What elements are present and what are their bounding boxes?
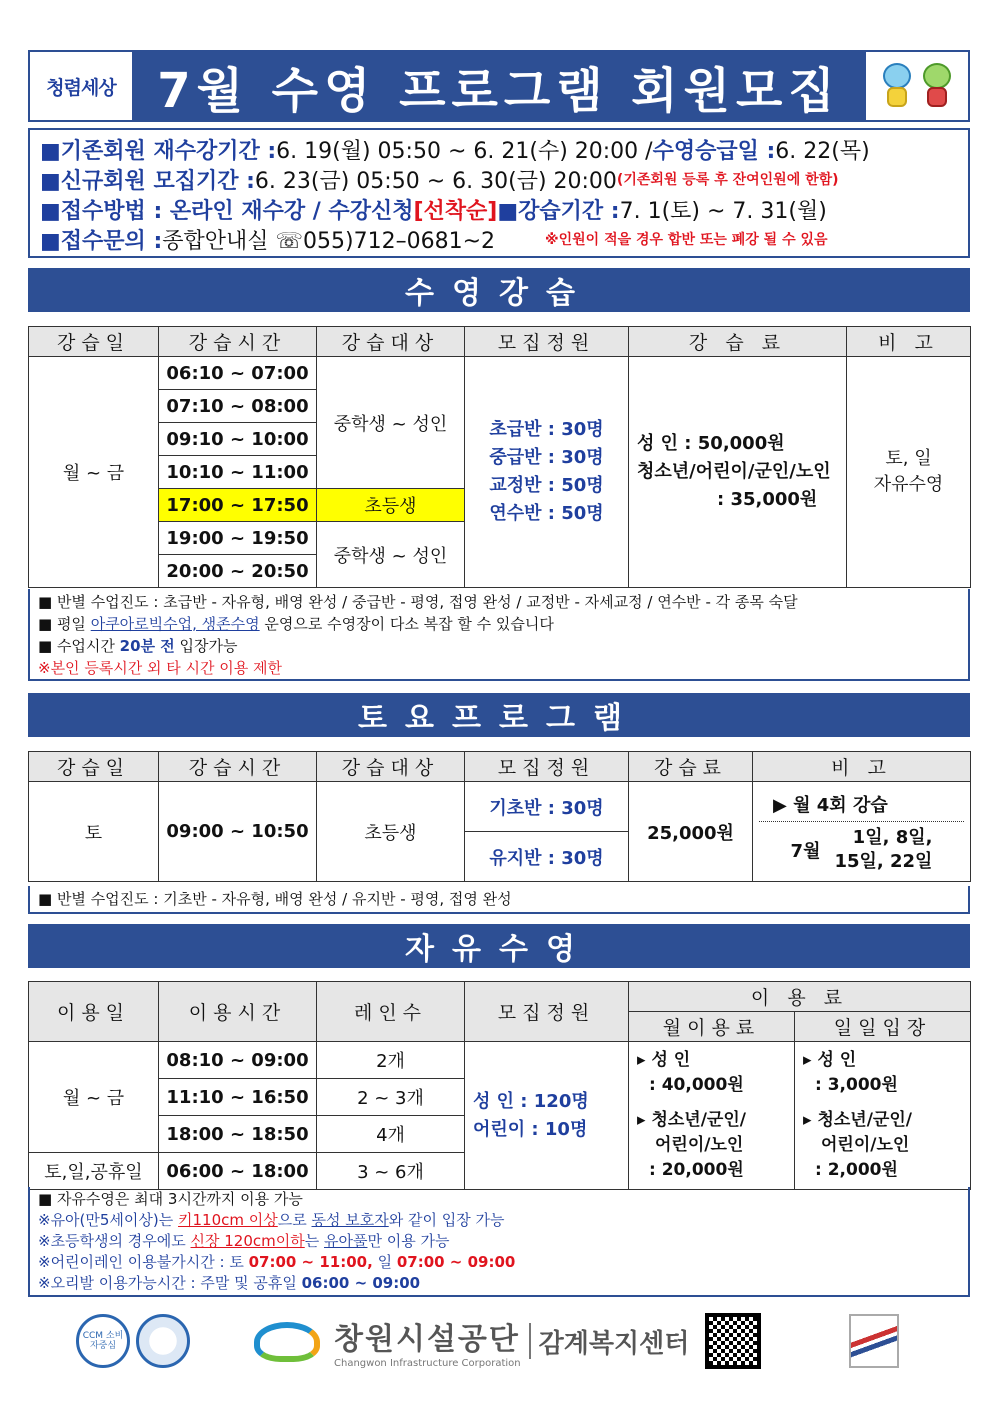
free-lanes: 3 ~ 6개 — [317, 1153, 465, 1190]
mascot-icons — [864, 52, 968, 120]
free-header-time: 이용시간 — [159, 982, 317, 1042]
saturday-table — [28, 751, 971, 882]
swim-time: 09:10 ~ 10:00 — [159, 423, 317, 456]
free-day-weekday: 월 ~ 금 — [29, 1042, 159, 1153]
swim-time: 20:00 ~ 20:50 — [159, 555, 317, 588]
free-header-day: 이용일 — [29, 982, 159, 1042]
sat-header-target: 강습대상 — [317, 752, 465, 782]
free-header-fee: 이 용 료 — [629, 982, 971, 1012]
sat-header-fee: 강습료 — [629, 752, 753, 782]
saturday-notes: ■ 반별 수업진도 : 기초반 - 자유형, 배영 완성 / 유지반 - 평영, 접영 완성 — [28, 886, 970, 914]
sat-header-note: 비 고 — [753, 752, 971, 782]
free-capacity: 성 인 : 120명 어린이 : 10명 — [465, 1042, 629, 1190]
free-table — [28, 981, 971, 1190]
org-name: 창원시설공단 — [334, 1321, 520, 1357]
free-day-weekend: 토,일,공휴일 — [29, 1153, 159, 1190]
qr-code-icon — [705, 1313, 761, 1369]
free-time: 08:10 ~ 09:00 — [159, 1042, 317, 1079]
swim-time: 07:10 ~ 08:00 — [159, 390, 317, 423]
page-title: 7월 수영 프로그램 회원모집 — [134, 52, 864, 120]
free-header-lanes: 레인수 — [317, 982, 465, 1042]
center-name: 감계복지센터 — [538, 1328, 690, 1359]
swim-time-highlight: 17:00 ~ 17:50 — [159, 489, 317, 522]
swim-time: 10:10 ~ 11:00 — [159, 456, 317, 489]
free-header-daily: 일일입장 — [795, 1012, 971, 1042]
swim-notes: ■ 반별 수업진도 : 초급반 - 자유형, 배영 완성 / 중급반 - 평영, 접영 완성 / 교정반 - 자세교정 / 연수반 - 각 종목 숙달 ■ 평일 아쿠아로빅수업, 생존수영 운영으로 수영장이 다소 복잡 할 수 있습니다 ■ 수업시간 20분 전 입장가능 ※본인 등록시간 외 타 시간 이용 제한 — [28, 589, 970, 681]
free-time: 11:10 ~ 16:50 — [159, 1079, 317, 1116]
swim-target: 중학생 ~ 성인 — [317, 522, 465, 588]
section-title-free: 자유수영 — [28, 924, 970, 968]
sat-header-time: 강습시간 — [159, 752, 317, 782]
free-lanes: 2개 — [317, 1042, 465, 1079]
free-header-monthly: 월이용료 — [629, 1012, 795, 1042]
swim-header-day: 강습일 — [29, 327, 159, 357]
swim-note: 토, 일 자유수영 — [847, 357, 971, 588]
sat-target: 초등생 — [317, 782, 465, 882]
free-monthly-fee: ▸ 성 인 : 40,000원 ▸ 청소년/군인/ 어린이/노인 : 20,000원 — [629, 1042, 795, 1190]
gyeongnam-logo-icon — [250, 1314, 324, 1368]
sat-capacity-keep: 유지반 : 30명 — [465, 832, 629, 882]
mascot-blue-icon — [879, 61, 915, 111]
info-line-4: ■접수문의 : 종합안내실 ☏055)712–0681~2 ※인원이 적을 경우 합반 또는 폐강 될 수 있음 — [40, 228, 828, 254]
free-lanes: 2 ~ 3개 — [317, 1079, 465, 1116]
swim-capacity: 초급반 : 30명 중급반 : 30명 교정반 : 50명 연수반 : 50명 — [465, 357, 629, 588]
sat-capacity-basic: 기초반 : 30명 — [465, 782, 629, 832]
swim-time: 06:10 ~ 07:00 — [159, 357, 317, 390]
swim-header-target: 강습대상 — [317, 327, 465, 357]
award-badge-icon — [849, 1314, 899, 1368]
swim-header-note: 비 고 — [847, 327, 971, 357]
ccm-seal-icon: CCM 소비자중심 — [76, 1314, 130, 1368]
sat-fee: 25,000원 — [629, 782, 753, 882]
footer — [28, 1306, 970, 1376]
free-time: 06:00 ~ 18:00 — [159, 1153, 317, 1190]
header — [28, 50, 970, 122]
sat-header-capacity: 모집정원 — [465, 752, 629, 782]
swim-fee: 성 인 : 50,000원 청소년/어린이/군인/노인 : 35,000원 — [629, 357, 847, 588]
swim-header-fee: 강 습 료 — [629, 327, 847, 357]
logo — [30, 52, 134, 120]
swim-target: 중학생 ~ 성인 — [317, 357, 465, 489]
sat-note: ▶ 월 4회 강습 7월 1일, 8일, 15일, 22일 — [753, 782, 971, 882]
free-time: 18:00 ~ 18:50 — [159, 1116, 317, 1153]
info-line-2: ■신규회원 모집기간 : 6. 23(금) 05:50 ~ 6. 30(금) 20:00 (기존회원 등록 후 잔여인원에 한함) — [40, 168, 839, 194]
logo-text: 청렴세상 — [46, 76, 116, 99]
sat-day: 토 — [29, 782, 159, 882]
certification-seal-icon — [136, 1314, 190, 1368]
swim-target-kids: 초등생 — [317, 489, 465, 522]
free-daily-fee: ▸ 성 인 : 3,000원 ▸ 청소년/군인/ 어린이/노인 : 2,000원 — [795, 1042, 971, 1190]
section-title-saturday: 토요프로그램 — [28, 693, 970, 737]
free-notes: ■ 자유수영은 최대 3시간까지 이용 가능 ※유아(만5세이상)는 키110cm 이상으로 동성 보호자와 같이 입장 가능 ※초등학생의 경우에도 신장 120cm이하는 유아풀만 이용 가능 ※어린이레인 이용불가시간 : 토 07:00 ~ 11:00, 일 07:00 ~ 09:00 ※오리발 이용가능시간 : 주말 및 공휴일 06:00 ~ 09:00 — [28, 1187, 970, 1297]
org-sub: Changwon Infrastructure Corporation — [334, 1357, 521, 1369]
info-box — [28, 128, 970, 258]
sat-time: 09:00 ~ 10:50 — [159, 782, 317, 882]
swim-table — [28, 326, 971, 588]
mascot-green-icon — [919, 61, 955, 111]
org-name-block — [334, 1314, 521, 1369]
info-line-3: ■접수방법 : 온라인 재수강 / 수강신청 [선착순] ■강습기간 : 7. 1(토) ~ 7. 31(월) — [40, 198, 827, 224]
free-lanes: 4개 — [317, 1116, 465, 1153]
sat-header-day: 강습일 — [29, 752, 159, 782]
swim-day: 월 ~ 금 — [29, 357, 159, 588]
swim-header-time: 강습시간 — [159, 327, 317, 357]
section-title-swim: 수영강습 — [28, 268, 970, 312]
swim-header-capacity: 모집정원 — [465, 327, 629, 357]
free-header-capacity: 모집정원 — [465, 982, 629, 1042]
swim-time: 19:00 ~ 19:50 — [159, 522, 317, 555]
info-line-1: ■기존회원 재수강기간 : 6. 19(월) 05:50 ~ 6. 21(수) 20:00 / 수영승급일 : 6. 22(목) — [40, 138, 870, 164]
